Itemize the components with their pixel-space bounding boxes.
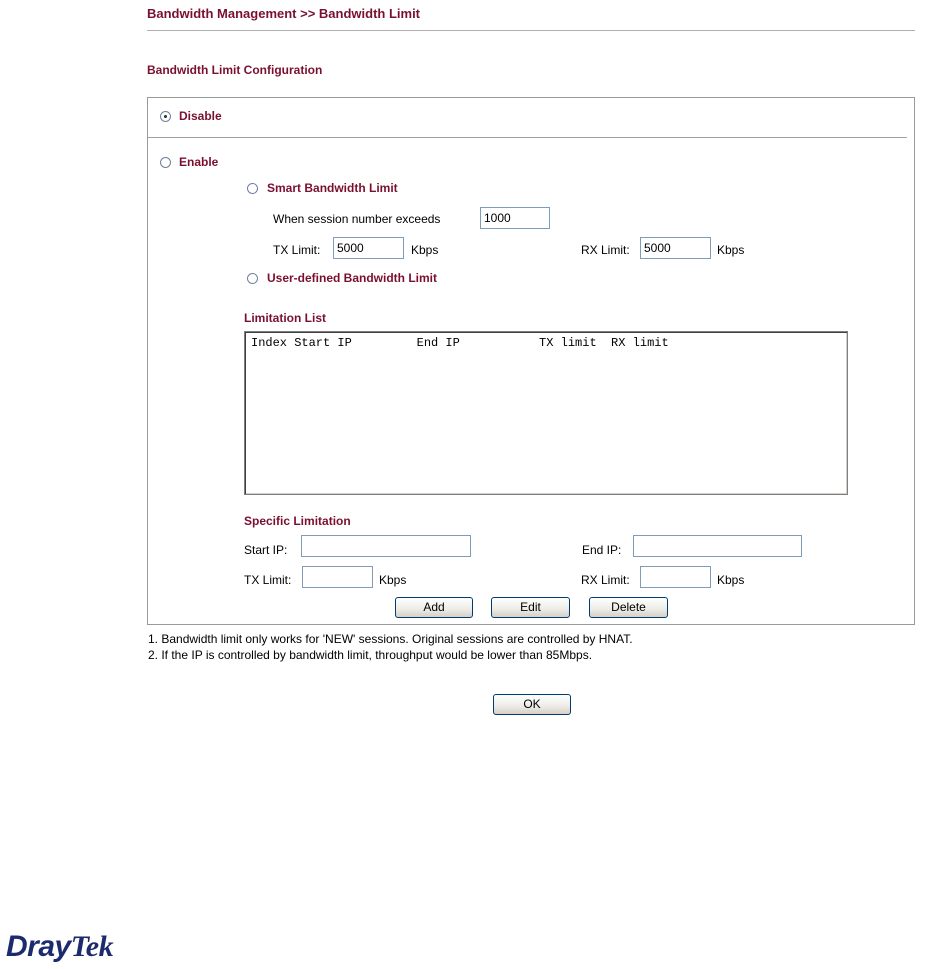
specific-limitation-title: Specific Limitation xyxy=(244,514,351,528)
title-divider xyxy=(147,30,915,31)
user-defined-label[interactable]: User-defined Bandwidth Limit xyxy=(267,271,438,285)
logo-text-tek: Tek xyxy=(70,930,114,963)
enable-radio[interactable] xyxy=(160,157,171,168)
note-1: 1. Bandwidth limit only works for 'NEW' sessions. Original sessions are controlled by HNAT. xyxy=(148,632,633,646)
user-defined-radio[interactable] xyxy=(247,273,258,284)
specific-rx-label: RX Limit: xyxy=(581,573,630,587)
section-title: Bandwidth Limit Configuration xyxy=(147,63,323,77)
end-ip-label: End IP: xyxy=(582,543,622,557)
specific-tx-unit: Kbps xyxy=(379,573,407,587)
disable-radio[interactable] xyxy=(160,111,171,122)
smart-rx-unit: Kbps xyxy=(717,243,745,257)
limitation-list-header: Index Start IP End IP TX limit RX limit xyxy=(251,336,669,350)
specific-tx-label: TX Limit: xyxy=(244,573,292,587)
draytek-logo xyxy=(6,930,113,964)
specific-rx-input[interactable] xyxy=(640,566,711,588)
logo-text-dray: Dray xyxy=(6,930,71,963)
smart-bandwidth-radio[interactable] xyxy=(247,183,258,194)
enable-label[interactable]: Enable xyxy=(179,155,219,169)
smart-rx-label: RX Limit: xyxy=(581,243,630,257)
smart-rx-input[interactable] xyxy=(640,237,711,259)
limitation-list-title: Limitation List xyxy=(244,311,326,325)
page-title: Bandwidth Management >> Bandwidth Limit xyxy=(147,6,421,21)
smart-tx-input[interactable] xyxy=(333,237,404,259)
start-ip-label: Start IP: xyxy=(244,543,288,557)
limitation-listbox[interactable] xyxy=(244,331,848,495)
specific-tx-input[interactable] xyxy=(302,566,373,588)
delete-button[interactable]: Delete xyxy=(589,597,668,618)
smart-tx-label: TX Limit: xyxy=(273,243,321,257)
smart-tx-unit: Kbps xyxy=(411,243,439,257)
smart-bandwidth-label[interactable]: Smart Bandwidth Limit xyxy=(267,181,398,195)
session-threshold-label: When session number exceeds xyxy=(273,212,441,226)
add-button[interactable]: Add xyxy=(395,597,473,618)
end-ip-input[interactable] xyxy=(633,535,802,557)
start-ip-input[interactable] xyxy=(301,535,471,557)
edit-button[interactable]: Edit xyxy=(491,597,570,618)
ok-button[interactable]: OK xyxy=(493,694,571,715)
note-2: 2. If the IP is controlled by bandwidth limit, throughput would be lower than 85Mbps. xyxy=(148,648,593,662)
panel-divider xyxy=(148,137,907,138)
disable-label[interactable]: Disable xyxy=(179,109,222,123)
session-threshold-input[interactable] xyxy=(480,207,550,229)
specific-rx-unit: Kbps xyxy=(717,573,745,587)
